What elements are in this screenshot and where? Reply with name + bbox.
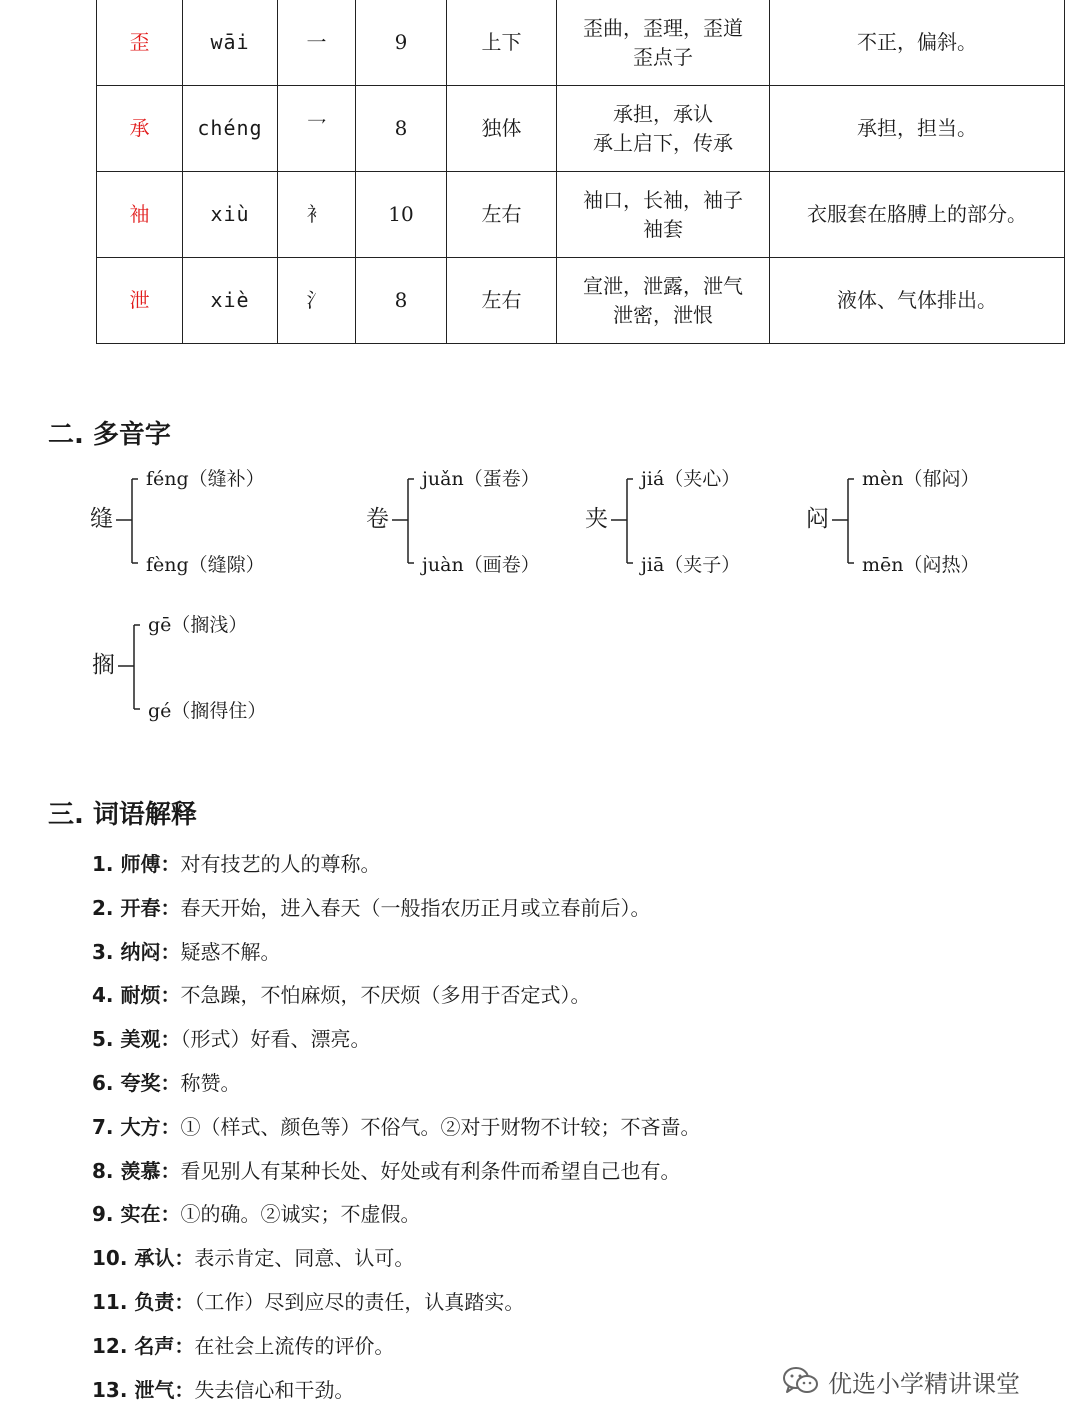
words-cell	[557, 172, 770, 258]
reading-2: mēn（闷热）	[862, 554, 980, 576]
definition-term: 5. 美观：	[92, 1027, 181, 1052]
radical-cell: 氵	[278, 258, 356, 344]
definition-item	[92, 1287, 700, 1331]
definition-item	[92, 1024, 700, 1068]
definition-text: ①（样式、颜色等）不俗气。②对于财物不计较；不吝啬。	[180, 1114, 701, 1139]
table-row	[97, 86, 1065, 172]
polyphone-item	[366, 465, 586, 575]
definition-item	[92, 849, 700, 893]
radical-cell: 乛	[278, 86, 356, 172]
polyphone-item	[92, 611, 312, 721]
definition-item	[92, 1243, 700, 1287]
definition-term: 9. 实在：	[92, 1202, 181, 1227]
definition-item	[92, 1112, 700, 1156]
char-cell: 袖	[97, 172, 183, 258]
definition-text: ①的确。②诚实；不虚假。	[180, 1202, 421, 1227]
definition-term: 11. 负责：	[92, 1289, 195, 1314]
char-cell: 泄	[97, 258, 183, 344]
definition-term: 2. 开春：	[92, 895, 181, 920]
brace-icon	[585, 465, 645, 575]
reading-1: féng（缝补）	[146, 468, 265, 490]
reading-1: jiá（夹心）	[641, 468, 741, 490]
strokes-cell: 10	[356, 172, 447, 258]
structure-cell: 左右	[447, 172, 557, 258]
definition-item	[92, 1156, 700, 1200]
wechat-icon	[782, 1365, 820, 1397]
watermark	[782, 1364, 1020, 1398]
structure-cell: 上下	[447, 0, 557, 86]
radical-cell: 衤	[278, 172, 356, 258]
brace-icon	[92, 611, 152, 721]
section-title-polyphones: 二. 多音字	[48, 420, 171, 450]
words-cell	[557, 86, 770, 172]
definition-text: （形式）好看、漂亮。	[180, 1027, 371, 1052]
definition-list	[92, 849, 700, 1418]
word-line-1: 承担，承认	[613, 101, 713, 126]
polyphone-item	[806, 465, 1026, 575]
definition-item	[92, 937, 700, 981]
definition-term: 1. 师傅：	[92, 852, 181, 876]
polyphone-char: 搁	[92, 652, 115, 678]
polyphone-char: 缝	[90, 506, 113, 532]
polyphone-item	[585, 465, 805, 575]
definition-text: 在社会上流传的评价。	[194, 1333, 395, 1358]
definition-text: 称赞。	[180, 1070, 241, 1095]
strokes-cell: 8	[356, 258, 447, 344]
polyphone-char: 夹	[585, 506, 608, 532]
word-line-2: 袖套	[643, 216, 683, 241]
watermark-text: 优选小学精讲课堂	[828, 1369, 1020, 1398]
polyphone-char: 闷	[806, 506, 829, 532]
definition-text: 看见别人有某种长处、好处或有利条件而希望自己也有。	[180, 1158, 681, 1183]
strokes-cell: 9	[356, 0, 447, 86]
definition-item	[92, 893, 700, 937]
definition-item	[92, 980, 700, 1024]
reading-2: gé（搁得住）	[148, 700, 267, 722]
definition-text: 表示肯定、同意、认可。	[194, 1246, 415, 1271]
meaning-cell: 衣服套在胳膊上的部分。	[770, 172, 1065, 258]
strokes-cell: 8	[356, 86, 447, 172]
char-cell: 承	[97, 86, 183, 172]
definition-text: （工作）尽到应尽的责任，认真踏实。	[194, 1289, 525, 1314]
definition-text: 不急躁，不怕麻烦，不厌烦（多用于否定式）。	[180, 983, 591, 1008]
meaning-cell: 不正，偏斜。	[770, 0, 1065, 86]
radical-cell: 一	[278, 0, 356, 86]
word-line-1: 袖口，长袖，袖子	[583, 187, 743, 212]
definition-text: 疑惑不解。	[180, 939, 281, 964]
pinyin-cell: chéng	[183, 86, 278, 172]
definition-term: 13. 泄气：	[92, 1377, 195, 1402]
brace-icon	[806, 465, 866, 575]
definition-term: 8. 羡慕：	[92, 1158, 181, 1183]
definition-term: 4. 耐烦：	[92, 983, 181, 1008]
definition-term: 7. 大方：	[92, 1114, 181, 1139]
table-row	[97, 172, 1065, 258]
brace-icon	[366, 465, 426, 575]
word-line-1: 歪曲，歪理，歪道	[583, 15, 743, 40]
definition-text: 对有技艺的人的尊称。	[180, 852, 381, 876]
word-line-2: 承上启下，传承	[593, 130, 733, 155]
word-line-2: 泄密，泄恨	[613, 302, 713, 327]
definition-item	[92, 1375, 700, 1419]
definition-item	[92, 1331, 700, 1375]
pinyin-cell: xiù	[183, 172, 278, 258]
definition-term: 12. 名声：	[92, 1333, 195, 1358]
polyphone-char: 卷	[366, 506, 389, 532]
structure-cell: 左右	[447, 258, 557, 344]
pinyin-cell: wāi	[183, 0, 278, 86]
definition-text: 失去信心和干劲。	[194, 1377, 355, 1402]
definition-term: 6. 夸奖：	[92, 1070, 181, 1095]
definition-term: 10. 承认：	[92, 1246, 195, 1271]
meaning-cell: 液体、气体排出。	[770, 258, 1065, 344]
polyphone-item	[90, 465, 310, 575]
reading-2: jiā（夹子）	[641, 554, 741, 576]
section-title-definitions: 三. 词语解释	[48, 800, 197, 830]
pinyin-cell: xiè	[183, 258, 278, 344]
definition-text: 春天开始，进入春天（一般指农历正月或立春前后）。	[180, 895, 651, 920]
reading-1: mèn（郁闷）	[862, 468, 980, 490]
words-cell	[557, 0, 770, 86]
structure-cell: 独体	[447, 86, 557, 172]
character-table	[96, 0, 1065, 344]
table-row	[97, 258, 1065, 344]
word-line-1: 宣泄，泄露，泄气	[583, 273, 743, 298]
reading-1: juǎn（蛋卷）	[422, 468, 540, 490]
brace-icon	[90, 465, 150, 575]
char-cell: 歪	[97, 0, 183, 86]
reading-2: fèng（缝隙）	[146, 554, 265, 576]
definition-item	[92, 1199, 700, 1243]
words-cell	[557, 258, 770, 344]
reading-1: gē（搁浅）	[148, 614, 248, 636]
definition-term: 3. 纳闷：	[92, 939, 181, 964]
reading-2: juàn（画卷）	[422, 554, 540, 576]
word-line-2: 歪点子	[633, 44, 693, 69]
table-row	[97, 0, 1065, 86]
definition-item	[92, 1068, 700, 1112]
meaning-cell: 承担，担当。	[770, 86, 1065, 172]
